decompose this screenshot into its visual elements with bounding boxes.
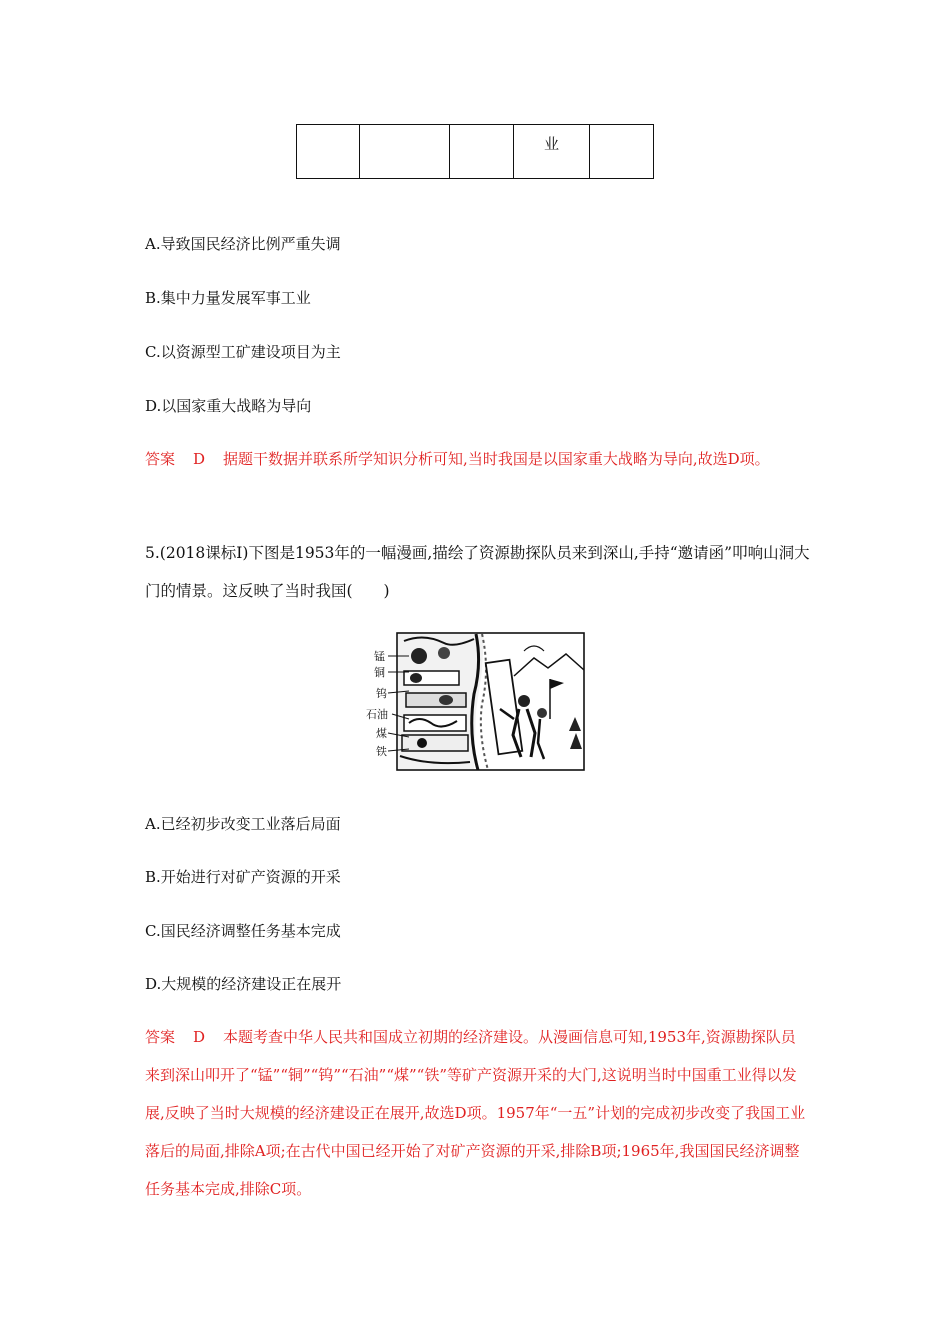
cartoon-label-mn: 锰 — [374, 650, 385, 663]
table-cell — [590, 125, 654, 179]
q5-option-d: D.大规模的经济建设正在展开 — [145, 975, 342, 993]
cartoon-label-coal: 煤 — [376, 727, 387, 740]
answer-explanation: 本题考查中华人民共和国成立初期的经济建设。从漫画信息可知,1953年,资源勘探队员来到深山叩开了“锰”“铜”“钨”“石油”“煤”“铁”等矿产资源开采的大门,这说明当时中国重工业得以发展,反映了当时大规模的经济建设正在展开,故选D项。1957年“一五”计划的完成初步改变了我国工业落后的局面,排除A项;在古代中国已经开始了对矿产资源的开采,排除B项;1965年,我国国民经济调整任务基本完成,排除C项。 — [145, 1028, 806, 1198]
cartoon-label-w: 钨 — [376, 687, 387, 700]
table-cell — [450, 125, 514, 179]
answer-label: 答案 — [145, 450, 176, 468]
answer-key: D — [193, 1028, 206, 1046]
q5-option-b: B.开始进行对矿产资源的开采 — [145, 868, 341, 886]
q4-option-d: D.以国家重大战略为导向 — [145, 397, 312, 415]
cartoon-label-fe: 铁 — [376, 745, 387, 758]
mining-cartoon — [364, 631, 586, 772]
table-cell: 业 — [514, 125, 590, 179]
table-row — [297, 125, 654, 179]
answer-label: 答案 — [145, 1028, 176, 1046]
q4-option-a: A.导致国民经济比例严重失调 — [145, 235, 341, 253]
cartoon-label-oil: 石油 — [366, 708, 388, 721]
q4-option-c: C.以资源型工矿建设项目为主 — [145, 343, 341, 361]
data-table-fragment — [296, 124, 654, 179]
answer-key: D — [193, 450, 206, 468]
cartoon-label-cu: 铜 — [374, 666, 385, 679]
q4-answer — [145, 440, 810, 478]
q5-option-a: A.已经初步改变工业落后局面 — [145, 815, 341, 833]
answer-explanation: 据题干数据并联系所学知识分析可知,当时我国是以国家重大战略为导向,故选D项。 — [223, 450, 770, 468]
table-cell — [360, 125, 450, 179]
q5-stem: 5.(2018课标Ⅰ)下图是1953年的一幅漫画,描绘了资源勘探队员来到深山,手持“邀请函”叩响山洞大门的情景。这反映了当时我国( ) — [145, 544, 810, 600]
q4-option-b: B.集中力量发展军事工业 — [145, 289, 311, 307]
q5-answer — [145, 1018, 810, 1208]
q5-option-c: C.国民经济调整任务基本完成 — [145, 922, 341, 940]
table-cell — [297, 125, 360, 179]
